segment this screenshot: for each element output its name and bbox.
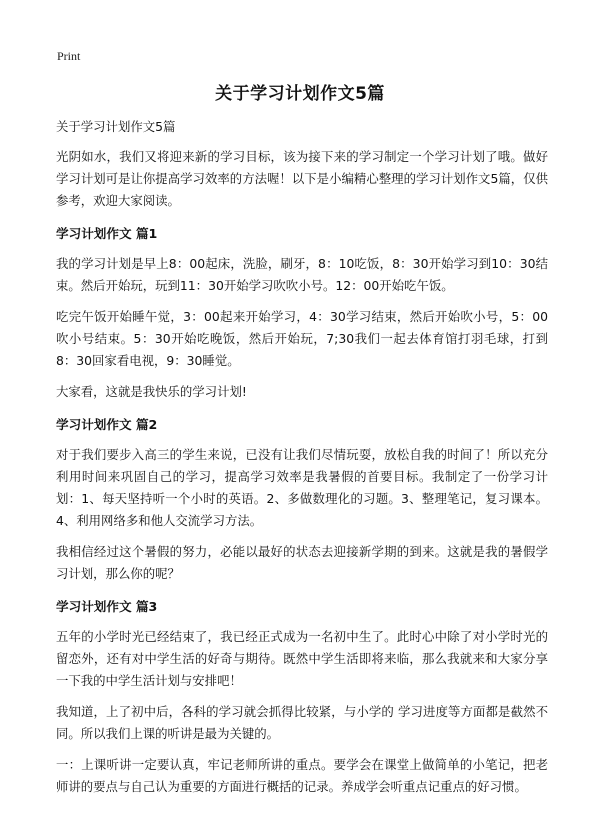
- document-subtitle: 关于学习计划作文5篇: [56, 119, 176, 134]
- document-title: 关于学习计划作文5篇: [215, 84, 385, 104]
- section-paragraph: 一：上课听讲一定要认真，牢记老师所讲的重点。要学会在课堂上做简单的小笔记，把老师讲的要点与自己认为重要的方面进行概括的记录。养成学会听重点记重点的好习惯。: [56, 757, 548, 794]
- section-paragraph: 我相信经过这个暑假的努力，必能以最好的状态去迎接新学期的到来。这就是我的暑假学习计划，那么你的呢？: [56, 544, 548, 581]
- document-body: [56, 118, 548, 807]
- section-paragraph: 我知道，上了初中后，各科的学习就会抓得比较紧，与小学的 学习进度等方面都是截然不同。所以我们上课的听讲是最为关键的。: [56, 704, 548, 741]
- section-paragraph: 吃完午饭开始睡午觉，3：00起来开始学习，4：30学习结束，然后开始吹小号，5：00吹小号结束。5：30开始吃晚饭，然后开始玩，7;30我们一起去体育馆打羽毛球，打到8：30回家看电视，9：30睡觉。: [56, 309, 548, 368]
- section-3: [56, 597, 548, 798]
- intro-paragraph: 光阴如水，我们又将迎来新的学习目标，该为接下来的学习制定一个学习计划了哦。做好学习计划可是让你提高学习效率的方法喔！以下是小编精心整理的学习计划作文5篇，仅供参考，欢迎大家阅读。: [56, 149, 548, 208]
- print-link[interactable]: Print: [57, 49, 81, 63]
- section-paragraph: 五年的小学时光已经结束了，我已经正式成为一名初中生了。此时心中除了对小学时光的留恋外，还有对中学生活的好奇与期待。既然中学生活即将来临，那么我就来和大家分享一下我的中学生活计划与安排吧！: [56, 629, 548, 688]
- section-heading: 学习计划作文 篇2: [56, 417, 158, 432]
- section-paragraph: 大家看，这就是我快乐的学习计划!: [56, 384, 247, 399]
- section-heading: 学习计划作文 篇3: [56, 599, 158, 614]
- section-2: [56, 415, 548, 585]
- section-paragraph: 对于我们要步入高三的学生来说，已没有让我们尽情玩耍，放松自我的时间了！所以充分利用时间来巩固自己的学习，提高学习效率是我暑假的首要目标。我制定了一份学习计划：1、每天坚持听一个小时的英语。2、多做数理化的习题。3、整理笔记，复习课本。4、利用网络多和他人交流学习方法。: [56, 447, 548, 528]
- section-heading: 学习计划作文 篇1: [56, 226, 158, 241]
- section-1: [56, 224, 548, 403]
- section-paragraph: 我的学习计划是早上8：00起床，洗脸，刷牙，8：10吃饭，8：30开始学习到10：30结束。然后开始玩，玩到11：30开始学习吹吹小号。12：00开始吃午饭。: [56, 256, 548, 293]
